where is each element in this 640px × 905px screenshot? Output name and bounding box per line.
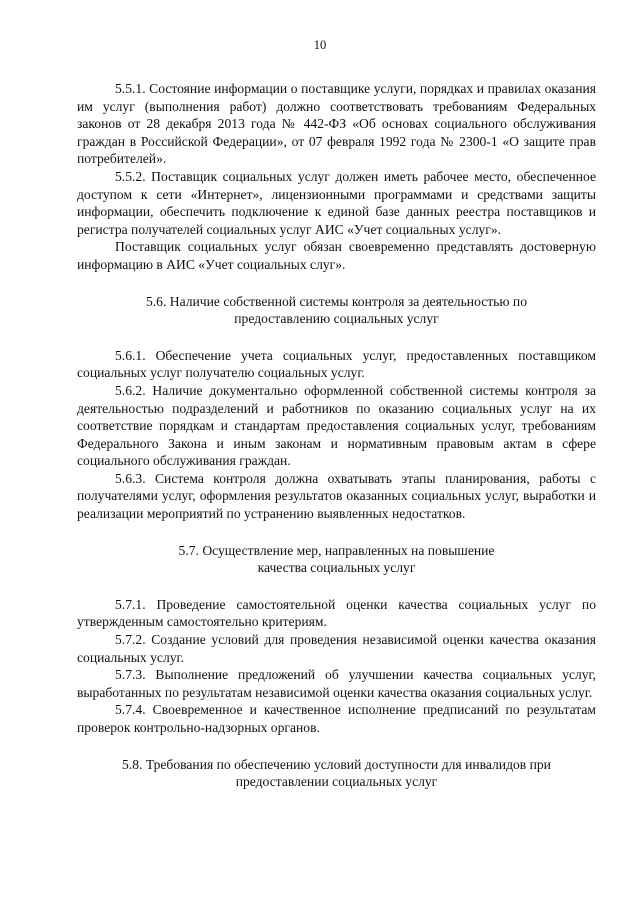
section-heading-5-8 — [77, 756, 596, 791]
paragraph-5-7-1: 5.7.1. Проведение самостоятельной оценки качества социальных услуг по утвержденным самостоятельно критериям. — [77, 596, 596, 630]
paragraph-5-5-1: 5.5.1. Состояние информации о поставщике услуги, порядках и правилах оказания им услуг (выполнения работ) должно соответствовать требованиям Федеральных законов от 28 декабря 2013 года № 442-ФЗ «Об основах социального обслуживания граждан в Российской Федерации», от 07 февраля 1992 года № 2300-1 «О защите прав потребителей». — [77, 81, 596, 167]
paragraph-5-7-3: 5.7.3. Выполнение предложений об улучшении качества социальных услуг, выработанных по результатам независимой оценки качества оказания социальных услуг. — [77, 667, 596, 700]
paragraph-provider-obligation: Поставщик социальных услуг обязан своевременно представлять достоверную информацию в АИС «Учет социальных слуг». — [77, 239, 596, 272]
paragraph-5-7-4: 5.7.4. Своевременное и качественное исполнение предписаний по результатам проверок контрольно-надзорных органов. — [77, 702, 596, 735]
document-body — [77, 80, 596, 791]
heading-line: 5.8. Требования по обеспечению условий доступности для инвалидов при — [122, 756, 551, 772]
heading-line: предоставлении социальных услуг — [235, 774, 438, 790]
paragraph-5-6-2: 5.6.2. Наличие документально оформленной собственной системы контроля за деятельностью подразделений и работников по оказанию социальных услуг на их соответствие порядкам и стандартам предоставления социальных услуг, требованиям Федерального Закона и иным законам и нормативным правовым актам в сфере социального обслуживания граждан. — [77, 382, 596, 469]
heading-line: качества социальных услуг — [257, 560, 416, 576]
heading-line: 5.6. Наличие собственной системы контроля за деятельностью по — [145, 293, 528, 309]
paragraph-5-6-3: 5.6.3. Система контроля должна охватывать этапы планирования, работы с получателями услуг, оформления результатов оказанных социальных услуг, выработки и реализации мероприятий по устранению выявленных недостатков. — [77, 470, 596, 522]
paragraph-5-6-1: 5.6.1. Обеспечение учета социальных услуг, предоставленных поставщиком социальных услуг получателю социальных услуг. — [77, 347, 596, 381]
section-heading-5-6 — [77, 293, 596, 328]
paragraph-5-7-2: 5.7.2. Создание условий для проведения независимой оценки качества оказания социальных услуг. — [77, 632, 596, 665]
paragraph-5-5-2: 5.5.2. Поставщик социальных услуг должен иметь рабочее место, обеспеченное доступом к сети «Интернет», лицензионными программами и средствами защиты информации, обеспечить подключение к единой базе данных реестра поставщиков и регистра получателей социальных услуг АИС «Учет социальных услуг». — [77, 168, 596, 237]
heading-line: предоставлению социальных услуг — [234, 311, 439, 327]
page-number: 10 — [313, 38, 327, 52]
heading-line: 5.7. Осуществление мер, направленных на повышение — [178, 542, 495, 558]
section-heading-5-7 — [77, 542, 596, 577]
